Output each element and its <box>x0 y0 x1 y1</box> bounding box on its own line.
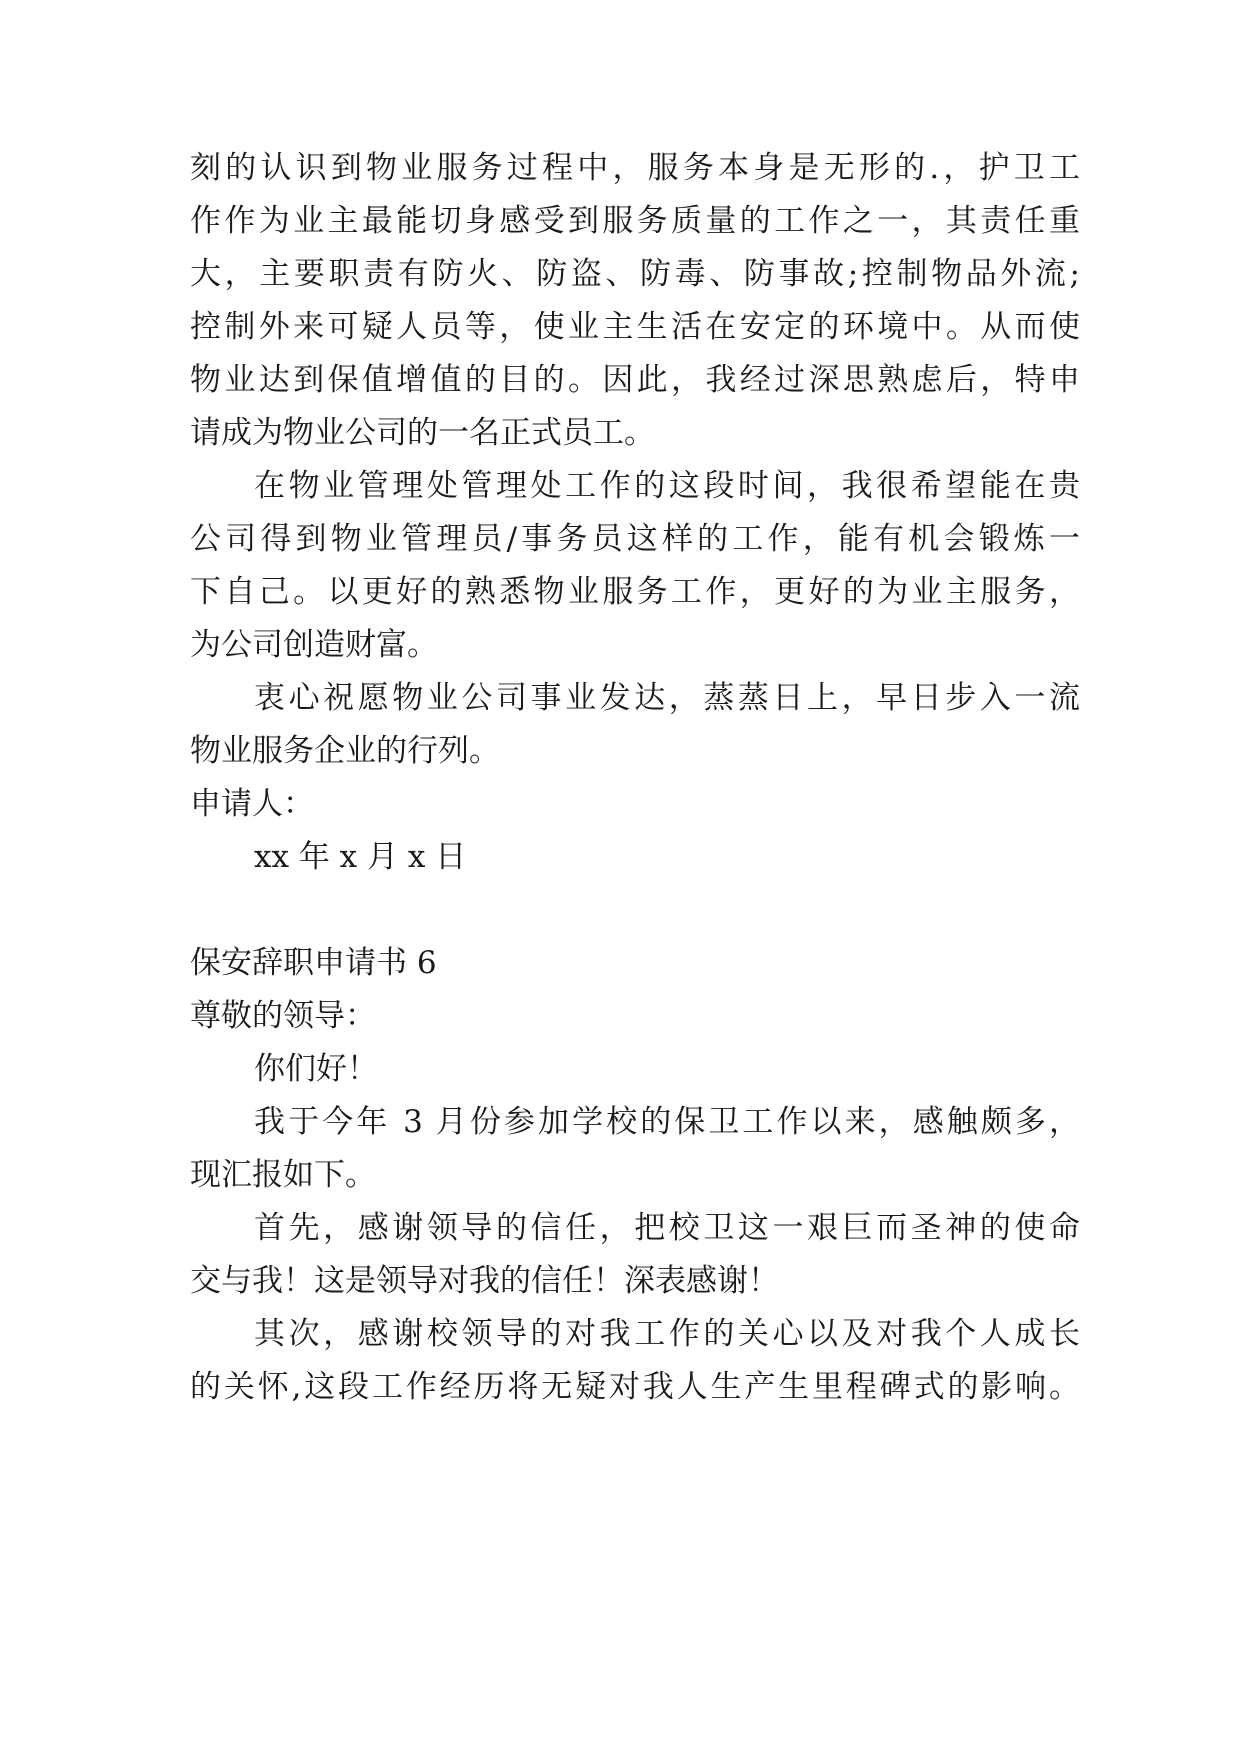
paragraph-line: 大，主要职责有防火、防盗、防毒、防事故;控制物品外流; <box>190 256 1080 292</box>
paragraph-line: 在物业管理处管理处工作的这段时间，我很希望能在贵 <box>254 468 1080 504</box>
paragraph-line: 的关怀,这段工作经历将无疑对我人生产生里程碑式的影响。 <box>190 1369 1080 1405</box>
paragraph-line: 公司得到物业管理员/事务员这样的工作，能有机会锻炼一 <box>190 521 1080 557</box>
paragraph-line: 为公司创造财富。 <box>190 627 438 663</box>
salutation: 尊敬的领导： <box>190 998 376 1034</box>
greeting: 你们好！ <box>254 1051 378 1087</box>
paragraph-line: 刻的认识到物业服务过程中，服务本身是无形的.，护卫工 <box>190 150 1080 186</box>
paragraph-line: 请成为物业公司的一名正式员工。 <box>190 415 655 451</box>
paragraph-line: 首先，感谢领导的信任，把校卫这一艰巨而圣神的使命 <box>254 1210 1080 1246</box>
paragraph-line: 我于今年 3 月份参加学校的保卫工作以来，感触颇多， <box>254 1104 1080 1140</box>
paragraph-line: 交与我！这是领导对我的信任！深表感谢！ <box>190 1263 779 1299</box>
applicant-label: 申请人： <box>190 786 314 822</box>
paragraph-line: 下自己。以更好的熟悉物业服务工作，更好的为业主服务， <box>190 574 1080 610</box>
document-title: 保安辞职申请书 6 <box>190 945 437 981</box>
date-line: xx 年 x 月 x 日 <box>254 839 467 875</box>
paragraph-line: 衷心祝愿物业公司事业发达，蒸蒸日上，早日步入一流 <box>254 680 1080 716</box>
paragraph-line: 控制外来可疑人员等，使业主生活在安定的环境中。从而使 <box>190 309 1080 345</box>
paragraph-line: 作作为业主最能切身感受到服务质量的工作之一，其责任重 <box>190 203 1080 239</box>
paragraph-line: 物业达到保值增值的目的。因此，我经过深思熟虑后，特申 <box>190 362 1080 398</box>
paragraph-line: 其次，感谢校领导的对我工作的关心以及对我个人成长 <box>254 1316 1080 1352</box>
paragraph-line: 物业服务企业的行列。 <box>190 733 500 769</box>
paragraph-line: 现汇报如下。 <box>190 1157 376 1193</box>
